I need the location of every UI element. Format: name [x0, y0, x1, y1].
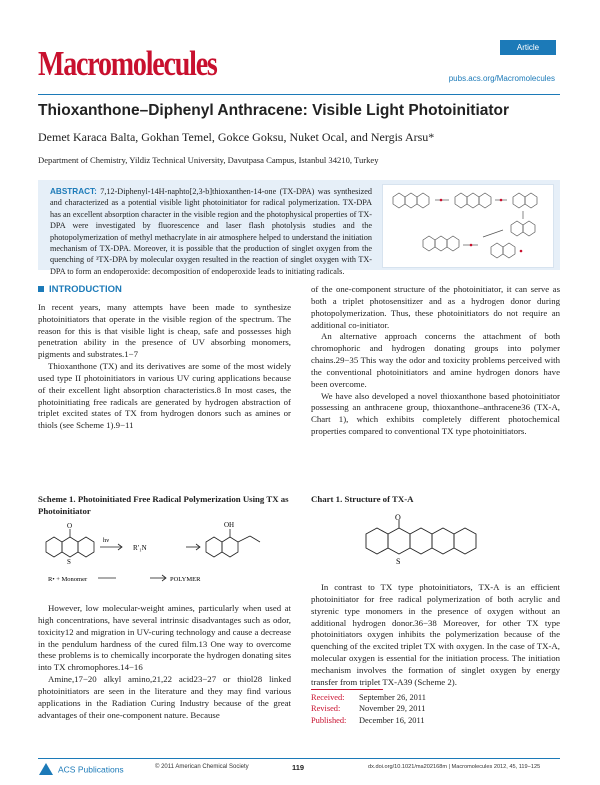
chart-sulfur-label: S	[396, 557, 401, 566]
author-list: Demet Karaca Balta, Gokhan Temel, Gokce Goksu, Nuket Ocal, and Nergis Arsu*	[38, 130, 435, 144]
footer-rule	[38, 758, 560, 759]
right-paragraph-3: We have also developed a novel thioxanthone based photoinitiator possessing an anthracene group, thioxanthone–anthracene36 (TX-A, Chart 1), which exhibits completely different photochemical properties compared to conventional TX type photoinitiators.	[311, 390, 560, 437]
article-title: Thioxanthone–Diphenyl Anthracene: Visible Light Photoinitiator	[38, 102, 510, 119]
right-paragraph-4: In contrast to TX type photoinitiators, TX-A is an efficient photoinitiator for free radical polymerization of both acrylic and styrenic type monomers in the presence of oxygen without an additional hydrogen donor.36−38 Moreover, for other TX type photoinitiators oxygen inhibits the polymerization because of the quenching of the excited triplet TX with oxygen. In the case of TX-A, molecular oxygen is essential for the initiation process. The initiation mechanism involves the formation of singlet oxygen by energy transfer from triplet TX-A39 (Scheme 2).	[311, 582, 560, 687]
scheme-hv-label: hν	[103, 537, 110, 544]
affiliation: Department of Chemistry, Yildiz Technical University, Davutpasa Campus, Istanbul 34210, Turkey	[38, 155, 379, 165]
citation-doi[interactable]: dx.doi.org/10.1021/ma202168m | Macromolecules 2012, 45, 119−125	[368, 764, 541, 770]
revised-date: November 29, 2011	[359, 704, 426, 714]
scheme-1-caption: Scheme 1. Photoinitiated Free Radical Polymerization Using TX as Photoinitiator	[38, 494, 289, 516]
published-date: December 16, 2011	[359, 715, 425, 725]
copyright: © 2011 American Chemical Society	[155, 764, 249, 770]
published-label: Published:	[311, 715, 347, 725]
dates-rule	[311, 689, 383, 690]
scheme-sulfur-label: S	[67, 558, 71, 566]
chart-oxygen-label: O	[395, 513, 401, 522]
section-square-icon	[38, 286, 44, 292]
publication-dates	[311, 692, 426, 726]
revised-label: Revised:	[311, 704, 341, 714]
chart-1-caption: Chart 1. Structure of TX-A	[311, 494, 414, 504]
scheme-amine-label: R′₁N	[133, 544, 147, 552]
acs-logo-icon	[38, 762, 54, 776]
left-column-lower	[38, 603, 291, 721]
header-rule	[38, 94, 560, 95]
journal-logo: Macromolecules	[38, 44, 217, 83]
received-label: Received:	[311, 693, 345, 702]
intro-paragraph-2: Thioxanthone (TX) and its derivatives are some of the most widely used type II photoinitiators in various UV curing applications because of their excellent light absorption characteristics.8 In most cases, the photoinitiating free radicals are generated by hydrogen abstraction of triplet excited states of TX from hydrogen donors such as amines or thiols (see Scheme 1).9−11	[38, 361, 291, 431]
scheme-reaction-label: R• + Monomer	[48, 576, 88, 583]
right-column-lower	[311, 582, 560, 689]
journal-url-link[interactable]: pubs.acs.org/Macromolecules	[448, 74, 555, 83]
abstract-text	[50, 186, 372, 277]
intro-paragraph-4: Amine,17−20 alkyl amino,21,22 acid23−27 or thiol28 linked photoinitiators are seen in the literature and they may find various applications in the Radiation Curing Industry because of the great advantages of their one-component nature. Because	[38, 674, 291, 720]
abstract-label: ABSTRACT:	[50, 187, 97, 196]
right-column	[311, 284, 560, 438]
right-paragraph-1: of the one-component structure of the photoinitiator, it can serve as both a triplet photosensitizer and as a hydrogen donor during photopolymerization. Thus, these photoinitiators do not require an additional co-initiator.	[311, 284, 560, 330]
right-paragraph-2: An alternative approach concerns the attachment of both chromophoric and hydrogen donating groups into polymer chains.29−35 This way the odor and toxicity problems perceived with the conventional photoinitiators and amine hydrogen donors have been overcome.	[311, 331, 560, 389]
abstract-body: 7,12-Diphenyl-14H-naphto[2,3-b]thioxanthen-14-one (TX-DPA) was synthesized and characterized as a potential visible light photoinitiator for radical polymerization. TX-DPA has an excellent absorption character in the visible region and the photophysical properties of TX-DPA were investigated by fluorescence and laser flash photolysis studies and the photopolymerization of methyl methacrylate in air atmosphere helped to understand the initiation mechanism of TX-DPA. Moreover, it is possible that the production of singlet oxygen from the quenching of ³TX-DPA by molecular oxygen resulted in the reaction of singlet oxygen with TX-DPA to form an endoperoxide: decomposition of endoperoxide leads to initiating radicals.	[50, 187, 372, 276]
intro-paragraph-1: In recent years, many attempts have been made to synthesize photoinitiators that operate in the visible region of the spectrum. The reason for this is that visible light is cheap, safe and possesses high penetration ability in the presence of UV absorbing monomers, pigments and substrates.1−7	[38, 301, 291, 360]
page-number: 119	[292, 763, 305, 772]
toc-reaction-scheme-graphic	[383, 185, 553, 267]
article-type-badge: Article	[500, 40, 556, 55]
chart-1-structure	[360, 512, 520, 574]
received-date: September 26, 2011	[359, 693, 426, 702]
toc-graphic	[382, 184, 554, 268]
scheme-oh-label: OH	[224, 521, 235, 529]
scheme-polymer-label: POLYMER	[170, 576, 201, 583]
scheme-1-figure	[38, 520, 291, 588]
introduction-heading: INTRODUCTION	[38, 284, 291, 296]
acs-publications-logo: ACS Publications	[38, 760, 124, 778]
scheme-oxygen-label: O	[67, 522, 73, 530]
intro-paragraph-3: However, low molecular-weight amines, particularly when used at high concentrations, have several intrinsic disadvantages such as odor, toxicity12 and migration in UV-curing technology and cause a decrease in the pendulum hardness of the cured film.13 One way to overcome these problems is to chemically incorporate the hydrogen donating sites into TX chromophores.14−16	[38, 603, 291, 673]
left-column	[38, 284, 291, 432]
